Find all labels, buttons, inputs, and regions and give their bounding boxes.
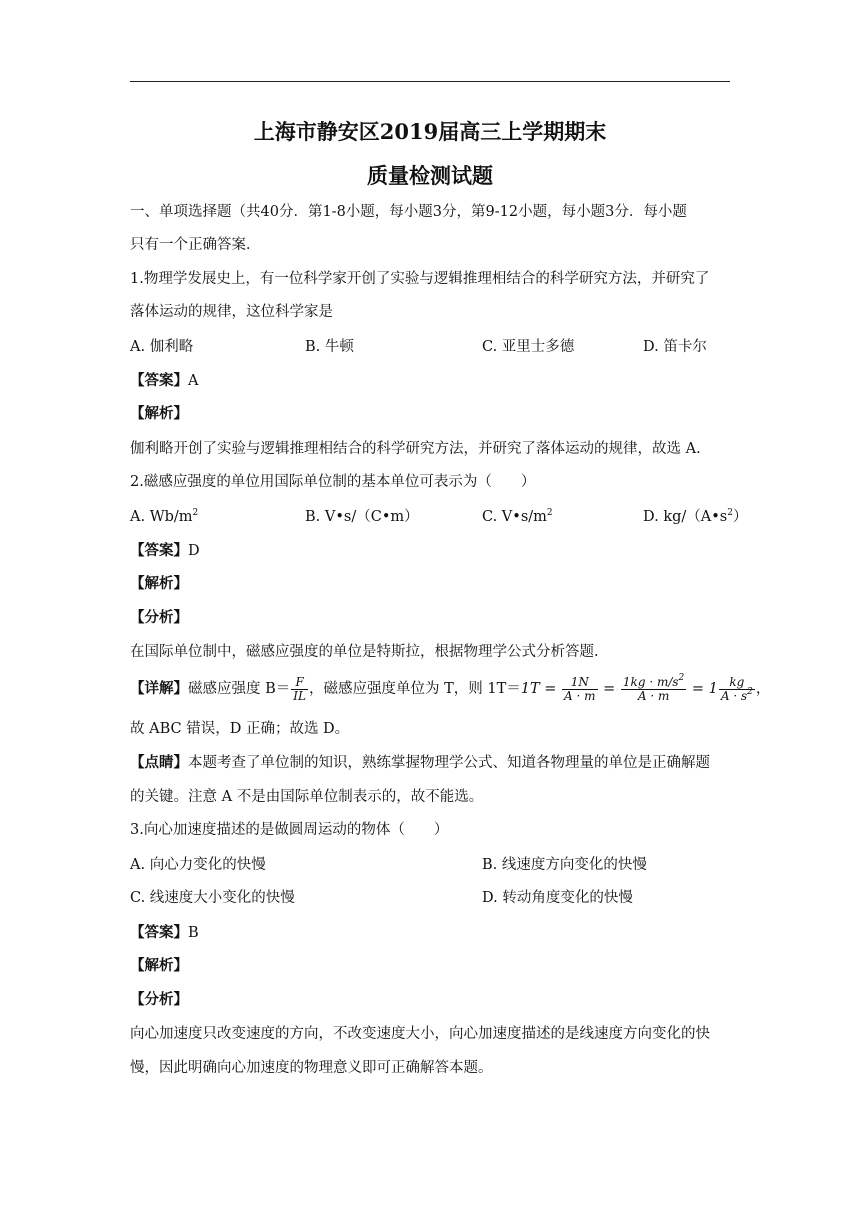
q2-stem: 2.磁感应强度的单位用国际单位制的基本单位可表示为（ ） [130, 474, 536, 490]
fraction-n-over-am [562, 676, 598, 703]
frac4-den [719, 686, 755, 703]
section-heading-cont: 只有一个正确答案． [130, 237, 261, 253]
fraction-kgms-over-am [621, 672, 686, 703]
q2-dianjing-cont: 的关键。注意 A 不是由国际单位制表示的，故不能选。 [130, 789, 484, 805]
q3-option-b: B. 线速度方向变化的快慢 [482, 857, 647, 873]
q3-fenxi: 向心加速度只改变速度的方向，不改变速度大小，向心加速度描述的是线速度方向变化的快 [130, 1026, 710, 1042]
q2-fenxi-label: 【分析】 [130, 609, 188, 626]
answer-label: 【答案】 [130, 372, 188, 389]
q1-answer [130, 371, 730, 391]
frac4-den-text: A · s [720, 688, 748, 703]
q1-option-c: C. 亚里士多德 [482, 339, 575, 355]
header-rule [130, 81, 730, 82]
detail-text-b: ，磁感应强度单位为 T，则 1T＝ [308, 681, 521, 697]
frac3-num-sup: 2 [678, 672, 685, 683]
frac3-num [621, 672, 686, 690]
page-title: 上海市静安区2019届高三上学期期末 [253, 119, 607, 144]
q3-answer [130, 923, 730, 943]
q1-option-a: A. 伽利略 [130, 339, 194, 355]
fraction-f-over-il [291, 676, 308, 703]
q2-option-a [130, 507, 198, 527]
frac2-num: 1N [562, 676, 598, 690]
detail-label: 【详解】 [130, 680, 188, 697]
q2-fenxi: 在国际单位制中，磁感应强度的单位是特斯拉，根据物理学公式分析答题. [130, 644, 599, 660]
equals-one: = 1 [687, 681, 718, 697]
frac3-den: A · m [637, 688, 670, 703]
q1-stem-cont: 落体运动的规律，这位科学家是 [130, 304, 333, 320]
answer-value: B [188, 925, 199, 941]
q2-option-b: B. V•s/（C•m） [305, 509, 419, 525]
q3-fenxi-cont: 慢，因此明确向心加速度的物理意义即可正确解答本题。 [130, 1060, 493, 1076]
q2-option-c [482, 507, 553, 527]
q2-option-c-sup: 2 [546, 508, 553, 518]
q2-option-d [643, 507, 747, 527]
frac4-den-sup: 2 [747, 686, 753, 697]
frac2-den: A · m [564, 688, 596, 703]
q2-dianjing [130, 753, 730, 773]
q1-analysis-label: 【解析】 [130, 405, 188, 422]
equals: = [598, 681, 620, 697]
q2-analysis-label: 【解析】 [130, 575, 188, 592]
answer-label: 【答案】 [130, 542, 188, 559]
q2-option-a-text: A. Wb/m [130, 509, 193, 525]
dianjing-label: 【点睛】 [130, 754, 188, 771]
q1-option-d: D. 笛卡尔 [643, 339, 707, 355]
q2-option-a-sup: 2 [192, 508, 199, 518]
q2-option-d-end: ） [732, 509, 748, 525]
q3-option-c: C. 线速度大小变化的快慢 [130, 890, 295, 906]
q1-option-b: B. 牛顿 [305, 339, 354, 355]
q2-option-c-text: C. V•s/m [482, 509, 547, 525]
dianjing-text: 本题考查了单位制的知识，熟练掌握物理学公式、知道各物理量的单位是正确解题 [188, 755, 710, 771]
q3-option-a: A. 向心力变化的快慢 [130, 857, 266, 873]
q2-option-d-text: D. kg/（A•s [643, 509, 728, 525]
answer-value: A [188, 373, 199, 389]
page-subtitle: 质量检测试题 [367, 163, 493, 188]
q3-option-d: D. 转动角度变化的快慢 [482, 890, 633, 906]
q1-stem: 1.物理学发展史上，有一位科学家开创了实验与逻辑推理相结合的科学研究方法，并研究了 [130, 271, 710, 287]
detail-end: ， [755, 681, 771, 697]
frac1-num: F [291, 676, 308, 690]
detail-text-a: 磁感应强度 B＝ [188, 681, 291, 697]
answer-value: D [188, 543, 200, 559]
q2-option-d-sup: 2 [727, 508, 733, 518]
frac4-num: kg [719, 676, 755, 690]
frac1-den: IL [293, 688, 306, 703]
q2-answer [130, 541, 730, 561]
q2-detail-cont: 故 ABC 错误，D 正确；故选 D。 [130, 721, 350, 737]
answer-label: 【答案】 [130, 924, 188, 941]
detail-text-c: 1T = [520, 681, 562, 697]
fraction-kg-over-as2 [719, 676, 755, 703]
section-heading: 一、单项选择题（共40分．第1-8小题，每小题3分，第9-12小题，每小题3分．每小题 [130, 204, 687, 220]
frac3-num-text: 1kg · m/s [622, 674, 679, 689]
q1-analysis: 伽利略开创了实验与逻辑推理相结合的科学研究方法，并研究了落体运动的规律，故选 A. [130, 441, 701, 457]
q3-stem: 3.向心加速度描述的是做圆周运动的物体（ ） [130, 822, 449, 838]
q3-fenxi-label: 【分析】 [130, 991, 188, 1008]
q3-analysis-label: 【解析】 [130, 957, 188, 974]
